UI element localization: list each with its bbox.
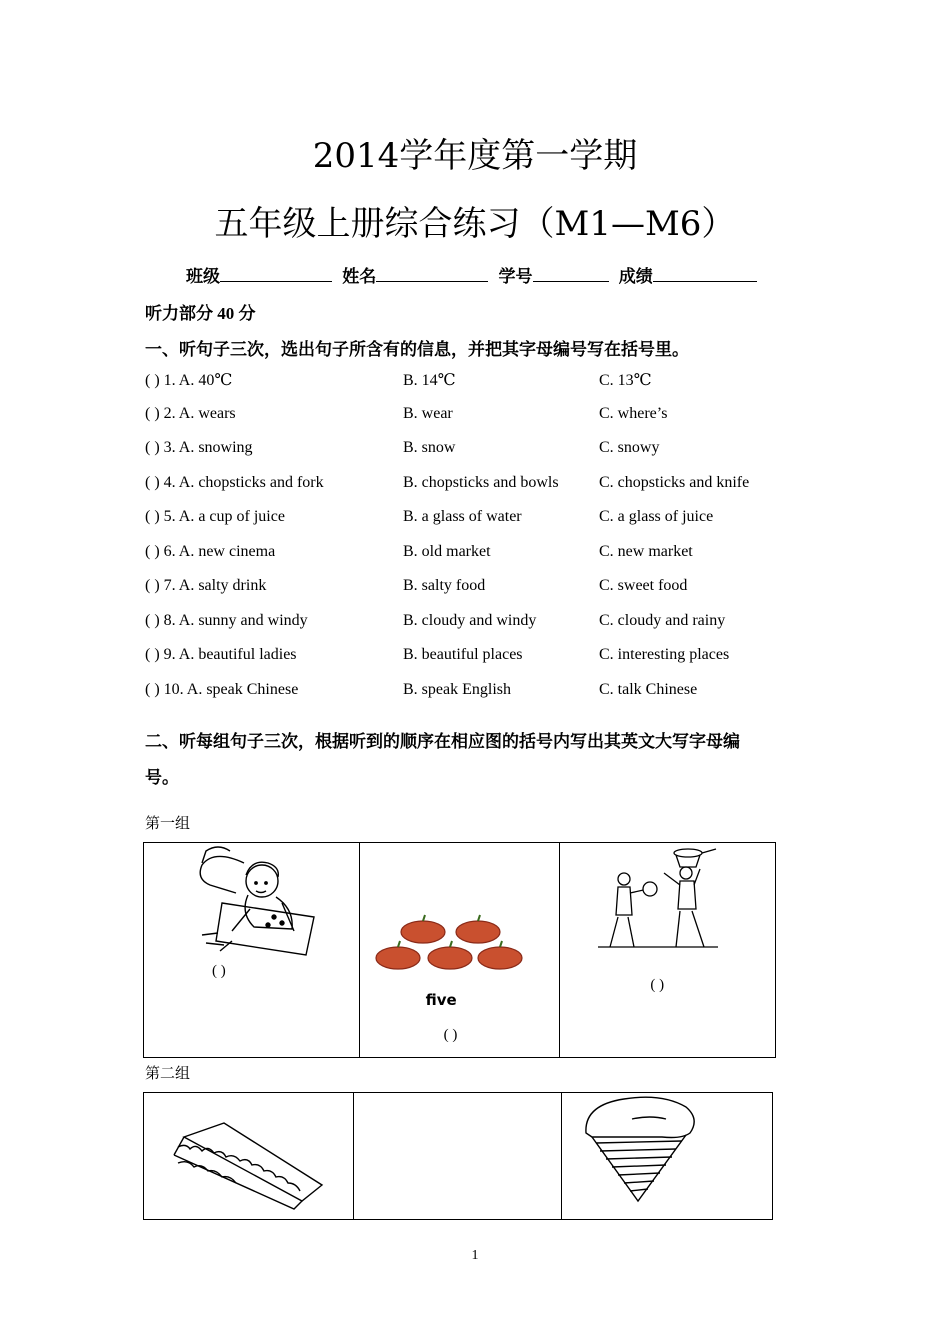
- group1-paren-2[interactable]: ( ): [443, 1027, 458, 1043]
- q3-option-a: ( ) 3. A. snowing: [145, 439, 253, 456]
- name-label: 姓名: [342, 267, 377, 286]
- group1-paren-3[interactable]: ( ): [650, 977, 665, 993]
- section2-heading-line1: 二、听每组句子三次，根据听到的顺序在相应图的括号内写出其英文大写字母编: [145, 732, 740, 751]
- q9-option-b: B. beautiful places: [403, 646, 523, 663]
- q8-option-b: B. cloudy and windy: [403, 612, 537, 629]
- basketball-players-icon: [560, 843, 775, 1058]
- class-label: 班级: [186, 267, 220, 286]
- q2-option-b: B. wear: [403, 405, 453, 422]
- group2-label: 第二组: [145, 1066, 191, 1082]
- q6-option-b: B. old market: [403, 543, 491, 560]
- group1-label: 第一组: [145, 816, 191, 832]
- page-subtitle: 五年级上册综合练习（M1—M6）: [214, 204, 736, 244]
- q5-option-c: C. a glass of juice: [599, 508, 714, 525]
- group2-cell-icecream: [562, 1093, 773, 1220]
- q8-option-c: C. cloudy and rainy: [599, 612, 726, 629]
- group2-picture-table: [143, 1092, 773, 1220]
- q7-option-b: B. salty food: [403, 577, 486, 594]
- sandwich-icon: [144, 1093, 353, 1220]
- group2-cell-sandwich: [144, 1093, 354, 1220]
- q4-option-c: C. chopsticks and knife: [599, 474, 750, 491]
- q5-option-b: B. a glass of water: [403, 508, 522, 525]
- q6-option-c: C. new market: [599, 543, 693, 560]
- group1-paren-1[interactable]: ( ): [212, 963, 226, 979]
- group1-cell-apples: [359, 843, 560, 1058]
- listening-heading: 听力部分 40 分: [145, 304, 256, 323]
- page-number: 1: [471, 1248, 479, 1263]
- q2-option-a: ( ) 2. A. wears: [145, 405, 236, 422]
- q10-option-a: ( ) 10. A. speak Chinese: [145, 681, 299, 698]
- five-caption: five: [425, 991, 457, 1009]
- group1-cell-drawing: [144, 843, 360, 1058]
- student-info-line: [186, 262, 763, 287]
- q10-option-b: B. speak English: [403, 681, 511, 698]
- name-blank[interactable]: [376, 263, 488, 282]
- group1-cell-basketball: [560, 843, 776, 1058]
- q4-option-a: ( ) 4. A. chopsticks and fork: [145, 474, 324, 491]
- score-label: 成绩: [618, 267, 653, 286]
- ice-cream-icon: [562, 1093, 772, 1220]
- number-blank[interactable]: [533, 263, 609, 282]
- q1-option-b: B. 14℃: [403, 372, 456, 389]
- group2-cell-empty: [353, 1093, 562, 1220]
- q1-option-c: C. 13℃: [599, 372, 652, 389]
- class-blank[interactable]: [220, 263, 332, 282]
- q4-option-b: B. chopsticks and bowls: [403, 474, 559, 491]
- group1-picture-table: [143, 842, 776, 1058]
- q7-option-a: ( ) 7. A. salty drink: [145, 577, 267, 594]
- boy-drawing-icon: [144, 843, 359, 1058]
- q2-option-c: C. where’s: [599, 405, 668, 422]
- q9-option-c: C. interesting places: [599, 646, 730, 663]
- q3-option-b: B. snow: [403, 439, 456, 456]
- section1-heading: 一、听句子三次，选出句子所含有的信息，并把其字母编号写在括号里。: [145, 340, 689, 359]
- score-blank[interactable]: [653, 263, 757, 282]
- q8-option-a: ( ) 8. A. sunny and windy: [145, 612, 308, 629]
- q10-option-c: C. talk Chinese: [599, 681, 698, 698]
- q9-option-a: ( ) 9. A. beautiful ladies: [145, 646, 297, 663]
- q5-option-a: ( ) 5. A. a cup of juice: [145, 508, 285, 525]
- q6-option-a: ( ) 6. A. new cinema: [145, 543, 276, 560]
- apples-icon: [360, 843, 560, 1058]
- q3-option-c: C. snowy: [599, 439, 660, 456]
- q1-option-a: ( ) 1. A. 40℃: [145, 372, 233, 389]
- section2-heading-line2: 号。: [145, 768, 179, 787]
- number-label: 学号: [498, 267, 533, 286]
- q7-option-c: C. sweet food: [599, 577, 688, 594]
- page-title: 2014学年度第一学期: [312, 136, 638, 176]
